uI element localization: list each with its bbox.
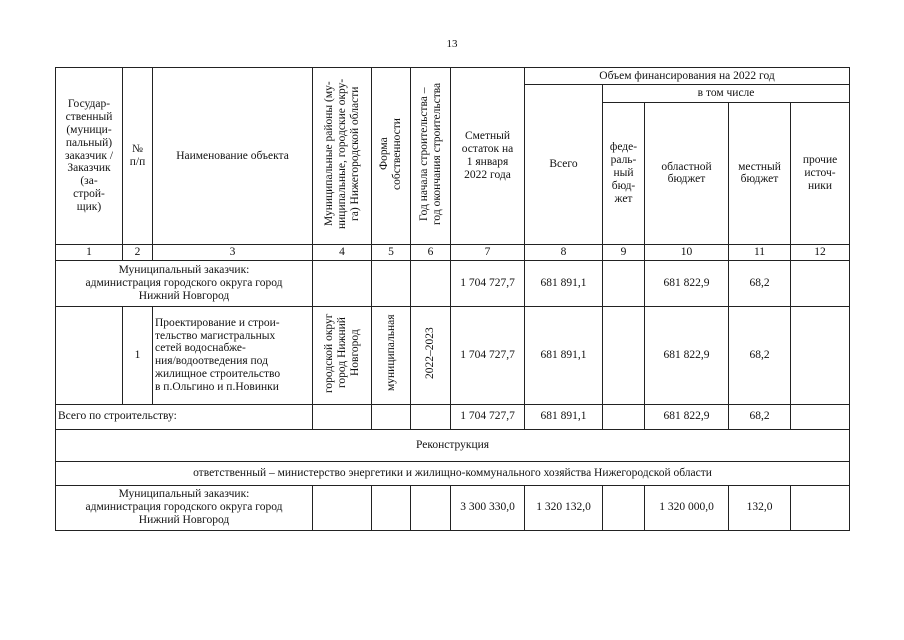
header-local: местный бюджет xyxy=(729,102,791,244)
col-number: 8 xyxy=(525,244,603,260)
estimate-balance: 3 300 330,0 xyxy=(451,485,525,530)
table-row xyxy=(56,306,850,404)
table-row xyxy=(56,485,850,530)
regional-value: 681 822,9 xyxy=(645,260,729,306)
col-number: 2 xyxy=(123,244,153,260)
column-numbers-row xyxy=(56,244,850,260)
object-years: 2022–2023 xyxy=(411,306,451,404)
header-years: Год начала строительства – год окончания строительства xyxy=(411,68,451,245)
col-number: 4 xyxy=(313,244,372,260)
header-federal: феде- раль- ный бюд- жет xyxy=(603,102,645,244)
header-ownership: Форма собственности xyxy=(372,68,411,245)
table-row xyxy=(56,404,850,429)
col-number: 7 xyxy=(451,244,525,260)
local-value: 132,0 xyxy=(729,485,791,530)
customer-label: Муниципальный заказчик: администрация городского округа город Нижний Новгород xyxy=(56,485,313,530)
local-value: 68,2 xyxy=(729,260,791,306)
total-value: 1 320 132,0 xyxy=(525,485,603,530)
responsible-ministry: ответственный – министерство энергетики и жилищно-коммунального хозяйства Нижегородской области xyxy=(56,461,850,485)
col-number: 9 xyxy=(603,244,645,260)
header-regional: областной бюджет xyxy=(645,102,729,244)
regional-value: 681 822,9 xyxy=(645,306,729,404)
section-title: Реконструкция xyxy=(56,429,850,461)
estimate-balance: 1 704 727,7 xyxy=(451,306,525,404)
object-district: городской округ город Нижний Новгород xyxy=(313,306,372,404)
header-number: № п/п xyxy=(123,68,153,245)
estimate-balance: 1 704 727,7 xyxy=(451,404,525,429)
col-number: 12 xyxy=(791,244,850,260)
local-value: 68,2 xyxy=(729,404,791,429)
object-ownership: муниципальная xyxy=(372,306,411,404)
header-estimate-balance: Сметный остаток на 1 января 2022 года xyxy=(451,68,525,245)
col-number: 3 xyxy=(153,244,313,260)
total-value: 681 891,1 xyxy=(525,404,603,429)
header-districts: Муниципальные районы (му- ниципальные, городские окру- га) Нижегородской области xyxy=(313,68,372,245)
header-object-name: Наименование объекта xyxy=(153,68,313,245)
col-number: 10 xyxy=(645,244,729,260)
local-value: 68,2 xyxy=(729,306,791,404)
object-number: 1 xyxy=(123,306,153,404)
regional-value: 681 822,9 xyxy=(645,404,729,429)
financing-table xyxy=(55,67,850,531)
customer-label: Муниципальный заказчик: администрация городского округа город Нижний Новгород xyxy=(56,260,313,306)
header-other: прочие источ- ники xyxy=(791,102,850,244)
total-value: 681 891,1 xyxy=(525,306,603,404)
object-name: Проектирование и строи- тельство магистральных сетей водоснабже- ния/водоотведения под жилищное строительство в п.Ольгино и п.Новинки xyxy=(153,306,313,404)
header-financing: Объем финансирования на 2022 год xyxy=(525,68,850,85)
header-including: в том числе xyxy=(603,85,850,103)
total-label: Всего по строительству: xyxy=(56,404,313,429)
regional-value: 1 320 000,0 xyxy=(645,485,729,530)
estimate-balance: 1 704 727,7 xyxy=(451,260,525,306)
header-total: Всего xyxy=(525,85,603,245)
col-number: 11 xyxy=(729,244,791,260)
col-number: 5 xyxy=(372,244,411,260)
col-number: 1 xyxy=(56,244,123,260)
total-value: 681 891,1 xyxy=(525,260,603,306)
table-row xyxy=(56,260,850,306)
col-number: 6 xyxy=(411,244,451,260)
header-customer: Государ- ственный (муници- пальный) заказчик / Заказчик (за- строй- щик) xyxy=(56,68,123,245)
page-number: 13 xyxy=(446,38,458,50)
